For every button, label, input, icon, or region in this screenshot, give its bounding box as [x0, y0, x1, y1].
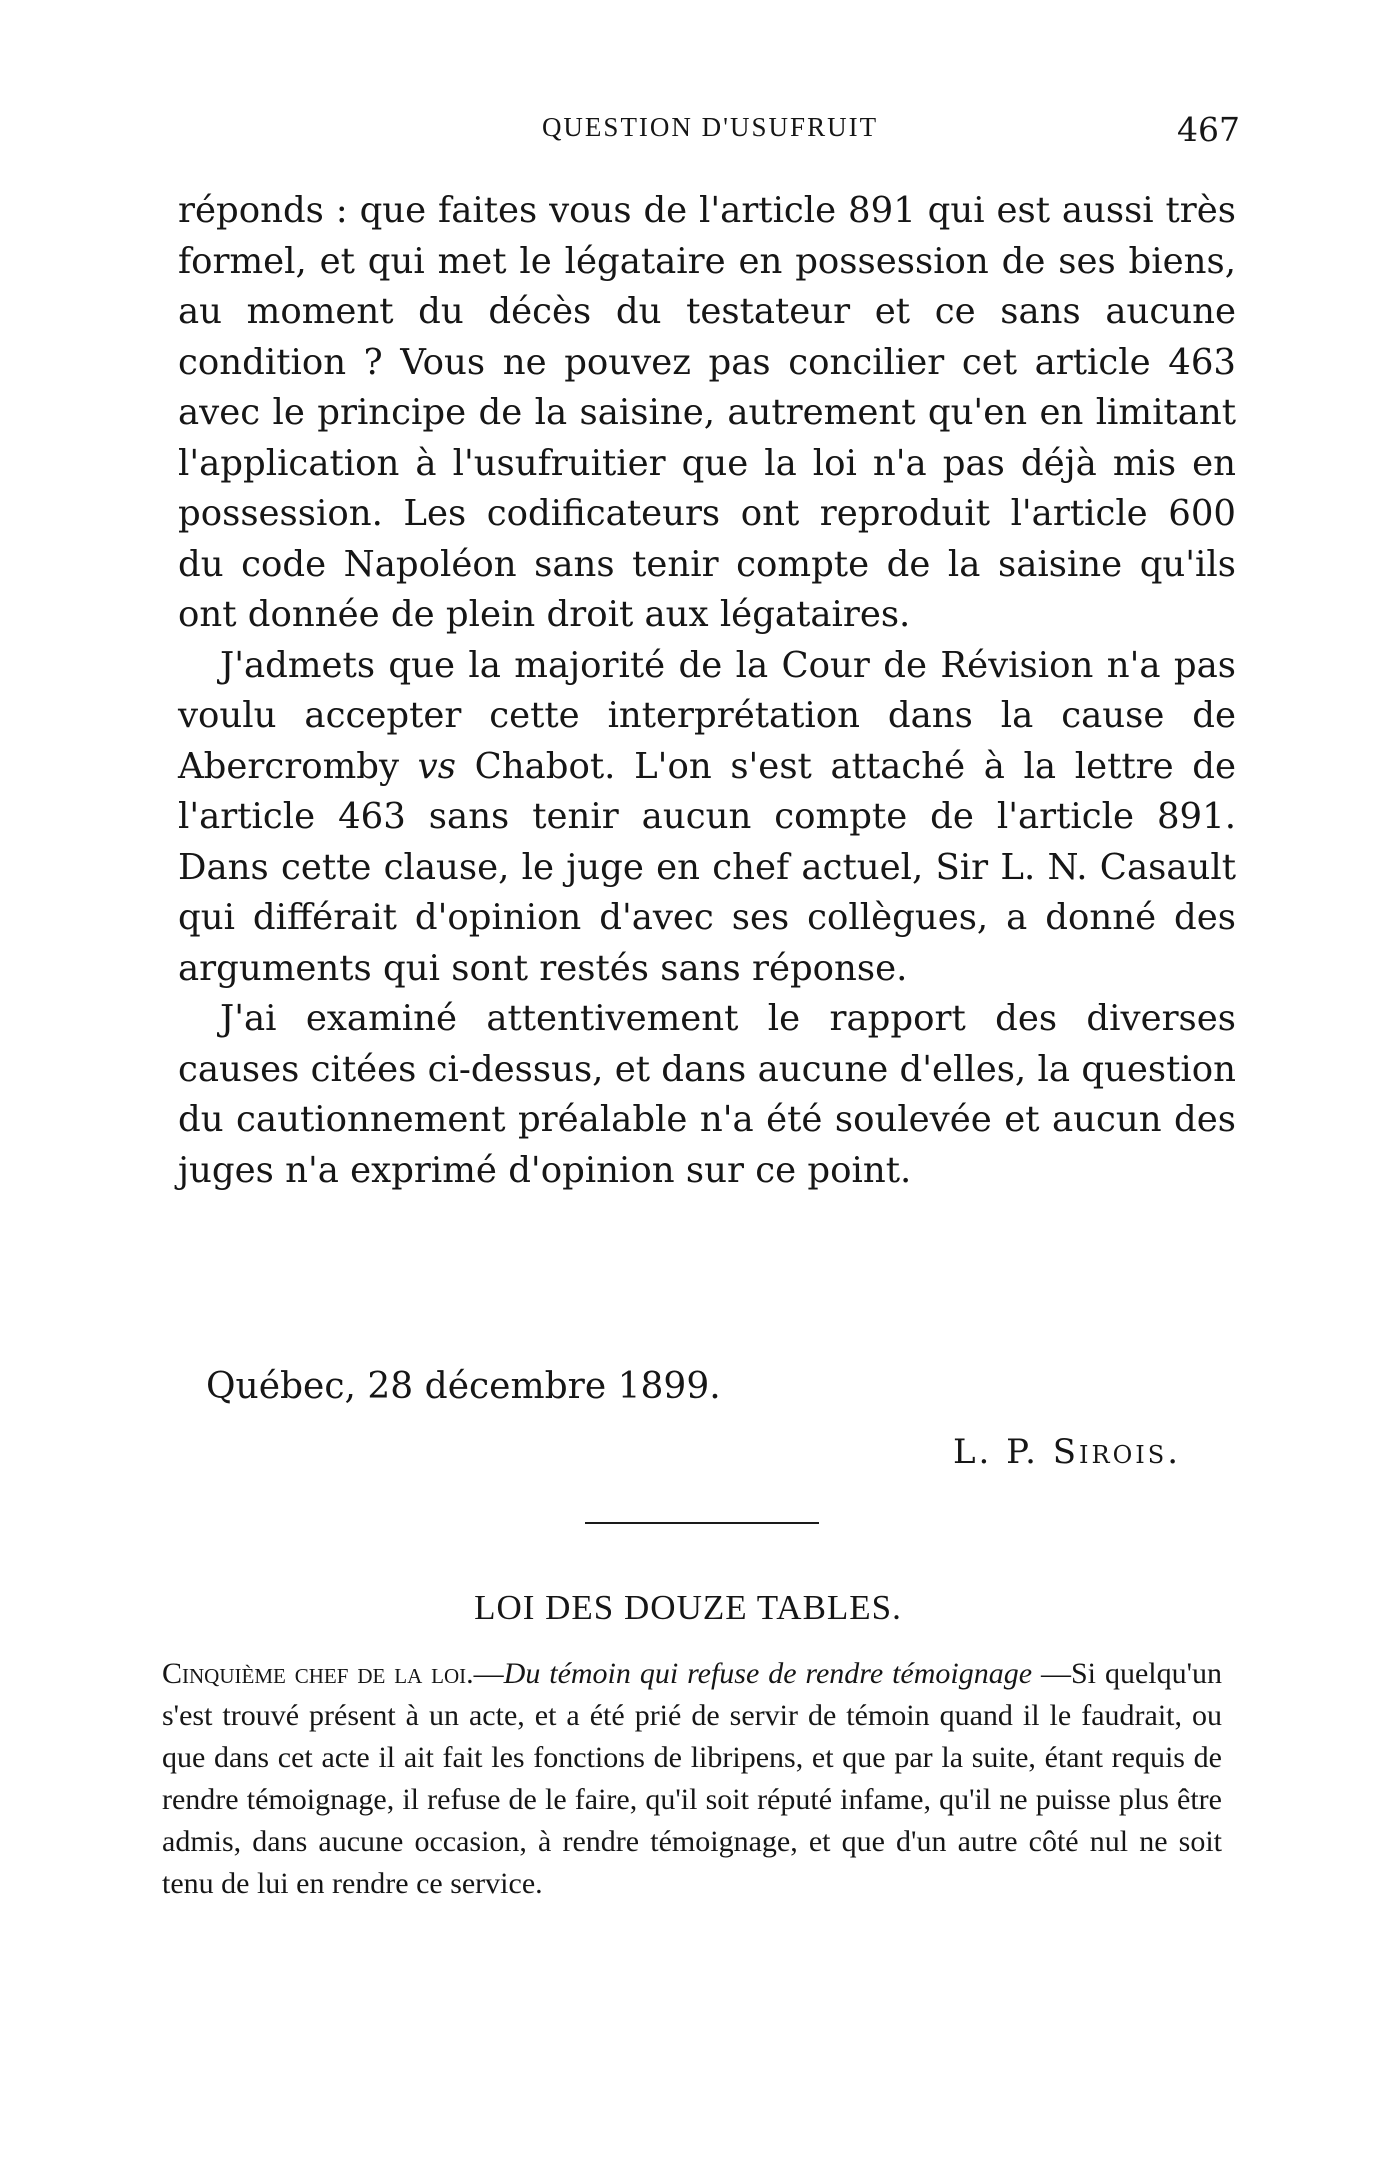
paragraph-2-end: Chabot. L'on s'est attaché à la lettre de l'article 463 sans tenir aucun compte de l'article 891. Dans cette clause, le juge en chef actuel, Sir L. N. Casault qui différait d'opinion d'avec ses collègues, a donné des arguments qui sont restés sans réponse. [178, 745, 1236, 989]
paragraph-2-start: J'admets que la majorité de la Cour de Révision n'a pas voulu accepter cette interprétation dans la cause de Abercromby [178, 644, 1236, 787]
section-paragraph [162, 1653, 1222, 1905]
italic-heading: Du témoin qui refuse de rendre témoignage [503, 1657, 1033, 1690]
section-body: —Si quelqu'un s'est trouvé présent à un acte, et a été prié de servir de témoin quand il le faudrait, ou que dans cet acte il ait fait les fonctions de libripens, et que par la suite, étant requis de rendre témoignage, il refuse de le faire, qu'il soit réputé infame, qu'il ne puisse plus être admis, dans aucune occasion, à rendre témoignage, et que d'un autre côté nul ne soit tenu de lui en rendre ce service. [162, 1657, 1222, 1900]
signature-name: Sirois. [1052, 1432, 1181, 1472]
chef-label: Cinquième chef de la loi. [162, 1657, 474, 1690]
running-title: QUESTION D'USUFRUIT [541, 112, 879, 142]
paragraph-1: réponds : que faites vous de l'article 891 qui est aussi très formel, et qui met le légataire en possession de ses biens, au moment du décès du testateur et ce sans aucune condition ? Vous ne pouvez pas concilier cet article 463 avec le principe de la saisine, autrement qu'en en limitant l'application à l'usufruitier que la loi n'a pas déjà mis en possession. Les codificateurs ont reproduit l'article 600 du code Napoléon sans tenir compte de la saisine qu'ils ont donnée de plein droit aux légataires. [178, 190, 1236, 635]
section-text [162, 1653, 1222, 1905]
versus-abbreviation: vs [417, 745, 456, 787]
signature [953, 1432, 1181, 1472]
chef-dash: — [473, 1657, 504, 1690]
body-text [178, 186, 1236, 1196]
page-number: 467 [1177, 110, 1240, 149]
paragraph-3: J'ai examiné attentivement le rapport des diverses causes citées ci-dessus, et dans aucune d'elles, la question du cautionnement préalable n'a été soulevée et aucun des juges n'a exprimé d'opinion sur ce point. [178, 998, 1236, 1191]
paragraph-2 [178, 641, 1236, 995]
running-head [180, 112, 1240, 152]
dateline: Québec, 28 décembre 1899. [206, 1366, 721, 1407]
signature-initials: L. P. [952, 1432, 1053, 1472]
section-divider [585, 1522, 819, 1524]
section-title: LOI DES DOUZE TABLES. [474, 1588, 902, 1627]
